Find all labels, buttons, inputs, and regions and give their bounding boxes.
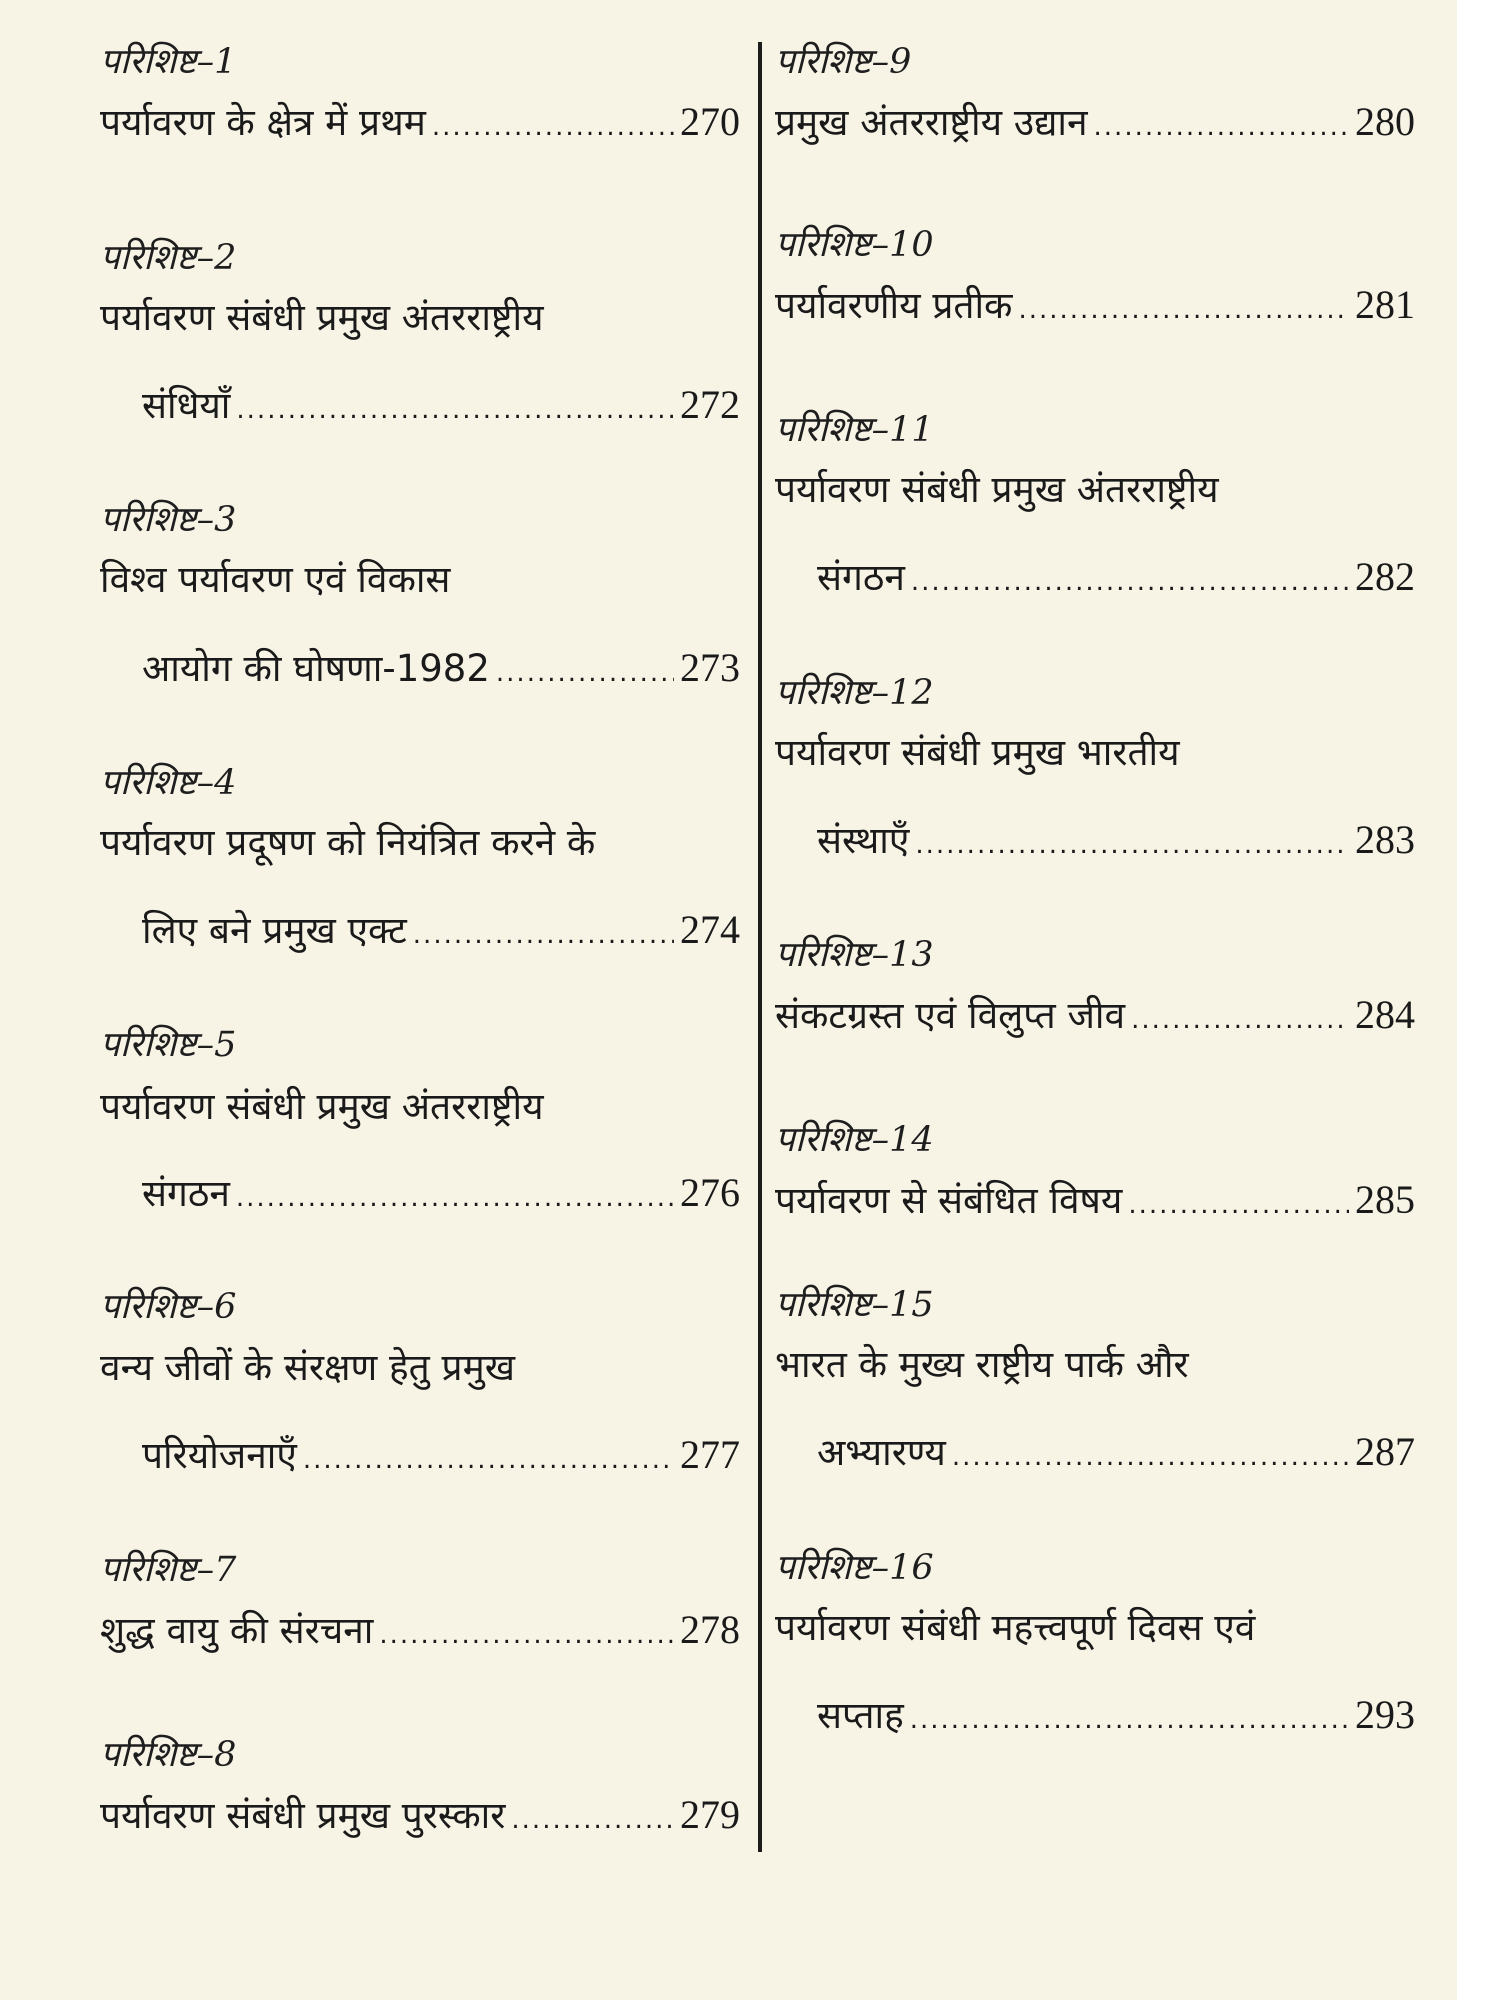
page-number: 277 <box>680 1432 740 1477</box>
appendix-heading: परिशिष्ट–15 <box>775 1285 934 1325</box>
entry-title-text: अभ्यारण्य <box>817 1431 946 1474</box>
entry-title-line <box>100 294 740 342</box>
dot-leader <box>236 386 674 434</box>
dot-leader <box>1128 1181 1349 1229</box>
column-divider <box>758 42 762 1852</box>
toc-entry[interactable] <box>100 1606 740 1659</box>
entry-title-text: संकटग्रस्त एवं विलुप्त जीव <box>775 994 1126 1037</box>
entry-title-text: लिए बने प्रमुख एक्ट <box>142 909 407 952</box>
toc-entry[interactable] <box>775 991 1415 1044</box>
entry-title-text: वन्य जीवों के संरक्षण हेतु प्रमुख <box>100 1346 515 1389</box>
entry-title-text: शुद्ध वायु की संरचना <box>100 1609 374 1652</box>
page-number: 272 <box>680 382 740 427</box>
appendix-heading: परिशिष्ट–12 <box>775 673 934 713</box>
appendix-heading: परिशिष्ट–3 <box>100 500 237 540</box>
entry-title-text: प्रमुख अंतरराष्ट्रीय उद्यान <box>775 101 1088 144</box>
page-number: 283 <box>1355 817 1415 862</box>
toc-entry[interactable] <box>775 1176 1415 1229</box>
appendix-heading: परिशिष्ट–7 <box>100 1550 237 1590</box>
entry-title-text: पर्यावरण संबंधी प्रमुख पुरस्कार <box>100 1794 506 1837</box>
page-number: 278 <box>680 1607 740 1652</box>
toc-entry[interactable] <box>775 816 1415 869</box>
dot-leader <box>915 821 1349 869</box>
entry-title-text: पर्यावरण प्रदूषण को नियंत्रित करने के <box>100 821 596 864</box>
appendix-heading: परिशिष्ट–16 <box>775 1548 934 1588</box>
dot-leader <box>511 1796 674 1844</box>
entry-title-line <box>100 556 740 604</box>
entry-title-line <box>100 1344 740 1392</box>
entry-title-line <box>775 1341 1415 1389</box>
appendix-heading: परिशिष्ट–4 <box>100 763 237 803</box>
toc-entry[interactable] <box>100 906 740 959</box>
page-number: 276 <box>680 1170 740 1215</box>
toc-entry[interactable] <box>100 644 740 697</box>
page-number: 284 <box>1355 992 1415 1037</box>
dot-leader <box>303 1436 674 1484</box>
dot-leader <box>1018 286 1349 334</box>
entry-title-text: संगठन <box>142 1172 230 1215</box>
page-number: 293 <box>1355 1692 1415 1737</box>
dot-leader <box>379 1611 674 1659</box>
entry-title-text: विश्व पर्यावरण एवं विकास <box>100 558 451 601</box>
entry-title-text: संधियाँ <box>142 384 231 427</box>
page-number: 282 <box>1355 554 1415 599</box>
appendix-heading: परिशिष्ट–8 <box>100 1735 237 1775</box>
entry-title-line <box>100 1083 740 1131</box>
toc-entry[interactable] <box>775 1428 1415 1481</box>
dot-leader <box>1094 103 1349 151</box>
entry-title-text: आयोग की घोषणा-1982 <box>142 647 490 690</box>
entry-title-text: पर्यावरण संबंधी प्रमुख अंतरराष्ट्रीय <box>775 468 1219 511</box>
entry-title-text: पर्यावरण संबंधी प्रमुख अंतरराष्ट्रीय <box>100 296 544 339</box>
toc-entry[interactable] <box>100 1169 740 1222</box>
appendix-heading: परिशिष्ट–6 <box>100 1287 237 1327</box>
toc-entry[interactable] <box>775 281 1415 334</box>
entry-title-text: संस्थाएँ <box>817 819 910 862</box>
entry-title-line <box>775 1604 1415 1652</box>
entry-title-text: पर्यावरण से संबंधित विषय <box>775 1179 1123 1222</box>
entry-title-line <box>775 466 1415 514</box>
toc-entry[interactable] <box>100 381 740 434</box>
entry-title-text: सप्ताह <box>817 1694 904 1737</box>
toc-entry[interactable] <box>100 1791 740 1844</box>
page-number: 281 <box>1355 282 1415 327</box>
page-number: 273 <box>680 645 740 690</box>
dot-leader <box>413 911 674 959</box>
page-number: 280 <box>1355 99 1415 144</box>
entry-title-text: भारत के मुख्य राष्ट्रीय पार्क और <box>775 1343 1189 1386</box>
entry-title-line <box>775 729 1415 777</box>
appendix-heading: परिशिष्ट–14 <box>775 1120 934 1160</box>
toc-entry[interactable] <box>775 98 1415 151</box>
toc-entry[interactable] <box>100 98 740 151</box>
entry-title-line <box>100 819 740 867</box>
entry-title-text: पर्यावरण संबंधी प्रमुख भारतीय <box>775 731 1180 774</box>
appendix-heading: परिशिष्ट–9 <box>775 42 912 82</box>
dot-leader <box>236 1174 674 1222</box>
appendix-heading: परिशिष्ट–13 <box>775 935 934 975</box>
appendix-heading: परिशिष्ट–2 <box>100 238 237 278</box>
dot-leader <box>496 649 674 697</box>
page-number: 285 <box>1355 1177 1415 1222</box>
entry-title-text: पर्यावरणीय प्रतीक <box>775 284 1013 327</box>
dot-leader <box>911 558 1349 606</box>
toc-entry[interactable] <box>775 553 1415 606</box>
dot-leader <box>1131 996 1349 1044</box>
dot-leader <box>910 1696 1349 1744</box>
page-number: 279 <box>680 1792 740 1837</box>
appendix-heading: परिशिष्ट–11 <box>775 410 934 450</box>
toc-entry[interactable] <box>775 1691 1415 1744</box>
dot-leader <box>432 103 674 151</box>
page-number: 274 <box>680 907 740 952</box>
entry-title-text: पर्यावरण संबंधी प्रमुख अंतरराष्ट्रीय <box>100 1085 544 1128</box>
appendix-heading: परिशिष्ट–10 <box>775 225 934 265</box>
entry-title-text: पर्यावरण संबंधी महत्त्वपूर्ण दिवस एवं <box>775 1606 1256 1649</box>
entry-title-text: पर्यावरण के क्षेत्र में प्रथम <box>100 101 426 144</box>
appendix-heading: परिशिष्ट–1 <box>100 42 237 82</box>
page-number: 270 <box>680 99 740 144</box>
dot-leader <box>952 1433 1349 1481</box>
page-number: 287 <box>1355 1429 1415 1474</box>
toc-entry[interactable] <box>100 1431 740 1484</box>
entry-title-text: संगठन <box>817 556 905 599</box>
entry-title-text: परियोजनाएँ <box>142 1434 297 1477</box>
appendix-heading: परिशिष्ट–5 <box>100 1025 237 1065</box>
